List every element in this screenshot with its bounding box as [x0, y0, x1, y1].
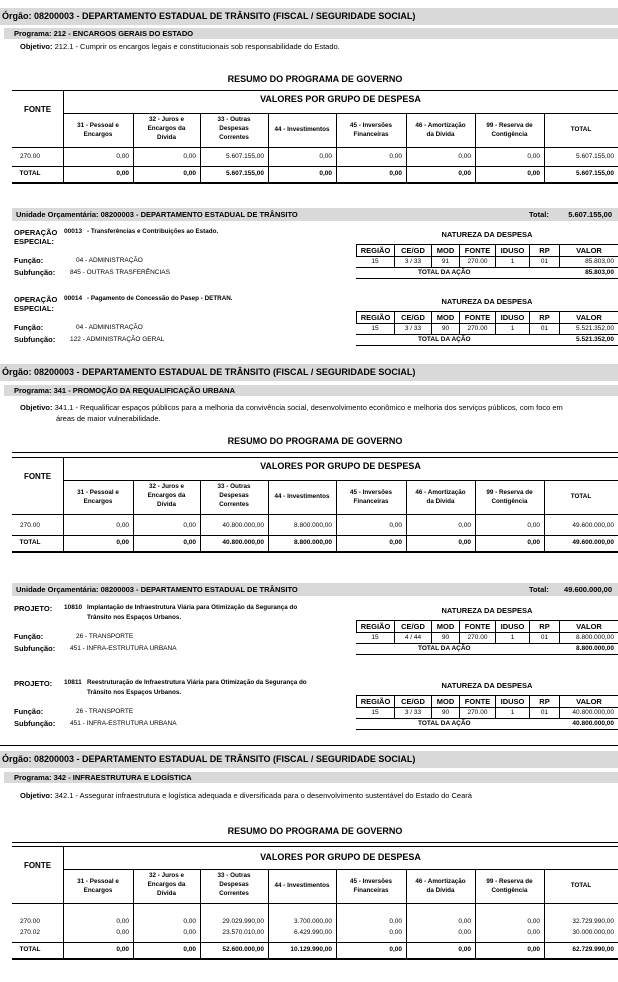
natureza-value: 5.521.352,00	[559, 324, 618, 334]
projeto-label: PROJETO:	[14, 679, 53, 688]
divider	[12, 182, 618, 184]
total-value: 0,00	[389, 170, 402, 177]
column-header-c46: 46 - Amortização da Dívida	[415, 122, 466, 138]
natureza-table	[356, 620, 618, 643]
objetivo-text: 342.1 - Assegurar infraestrutura e logística adequada e diversificada para o desenvolvimento sustentável do Estado do Ceará	[54, 791, 472, 800]
resumo-title: RESUMO DO PROGRAMA DE GOVERNO	[12, 826, 618, 843]
column-header-c99: 99 - Reserva de Contigência	[486, 878, 533, 894]
total-value: 0,00	[527, 539, 540, 546]
cell-value: 0,00	[458, 153, 471, 160]
funcao-label: Função:	[14, 323, 44, 332]
column-header-c44: 44 - Investimentos	[274, 126, 330, 133]
natureza-value: 90	[431, 708, 459, 718]
column-header-c46: 46 - Amortização da Dívida	[415, 489, 466, 505]
natureza-title: NATUREZA DA DESPESA	[441, 606, 533, 615]
column-header-cegd: CE/GD	[394, 244, 432, 257]
total-acao-label: TOTAL DA AÇÃO	[418, 645, 471, 652]
natureza-value: 85.803,00	[559, 257, 618, 267]
column-header-c31: 31 - Pessoal e Encargos	[77, 878, 119, 894]
cell-value: 30.000.000,00	[572, 929, 614, 936]
cell-value: 0,00	[389, 929, 402, 936]
column-header-total: TOTAL	[570, 126, 592, 133]
cell-value: 0,00	[389, 153, 402, 160]
cell-value: 29.029.990,00	[222, 918, 264, 925]
total-value: 0,00	[458, 539, 471, 546]
uo-total-label: Total:	[529, 210, 549, 219]
column-header-regiao: REGIÃO	[356, 695, 395, 708]
projeto-label: PROJETO:	[14, 604, 53, 613]
acao-title: Reestruturação de Infraestrutura Viária para Otimização da Segurança do	[87, 679, 307, 686]
total-value: 0,00	[458, 946, 471, 953]
cell-value: 0,00	[183, 522, 196, 529]
column-header-rp: RP	[529, 244, 560, 257]
programa-header: Programa: 341 - PROMOÇÃO DA REQUALIFICAÇÃO URBANA	[4, 385, 618, 396]
natureza-value: 01	[529, 708, 559, 718]
total-acao-value: 85.803,00	[585, 269, 614, 276]
natureza-title: NATUREZA DA DESPESA	[441, 297, 533, 306]
funcao-value: 04 - ADMINISTRAÇÃO	[76, 257, 143, 264]
column-header-valor: VALOR	[559, 311, 618, 324]
resumo-title: RESUMO DO PROGRAMA DE GOVERNO	[12, 74, 618, 91]
cell-value: 32.729.990,00	[572, 918, 614, 925]
column-header-total: TOTAL	[570, 493, 592, 500]
acao-code: 00014	[64, 295, 83, 302]
column-header-fonte2: FONTE	[459, 244, 496, 257]
natureza-table	[356, 311, 618, 334]
total-acao-label: TOTAL DA AÇÃO	[418, 720, 471, 727]
orgao-header: Órgão: 08200003 - DEPARTAMENTO ESTADUAL DE TRÂNSITO (FISCAL / SEGURIDADE SOCIAL)	[0, 364, 618, 381]
acao-code: 10811	[64, 679, 82, 686]
column-header-c32: 32 - Juros e Encargos da Dívida	[147, 116, 186, 141]
natureza-value: 270.00	[459, 257, 495, 267]
objetivo	[20, 41, 610, 52]
column-header-c33: 33 - Outras Despesas Correntes	[217, 872, 251, 897]
objetivo-label: Objetivo:	[20, 403, 53, 412]
programa-header: Programa: 212 - ENCARGOS GERAIS DO ESTADO	[4, 28, 618, 39]
total-value: 0,00	[319, 170, 332, 177]
cell-value: 0,00	[527, 153, 540, 160]
acao-code: 00013	[64, 228, 83, 235]
natureza-value: 270.00	[459, 324, 495, 334]
column-header-fonte2: FONTE	[459, 311, 496, 324]
objetivo	[20, 402, 610, 424]
objetivo-text-2: áreas de maior vulnerabilidade.	[56, 414, 161, 423]
total-value: 0,00	[527, 170, 540, 177]
operacao-especial-label: OPERAÇÃO ESPECIAL:	[14, 228, 58, 246]
acao-title: Implantação de Infraestrutura Viária para Otimização da Segurança do	[87, 604, 298, 611]
programa-header: Programa: 342 - INFRAESTRUTURA E LOGÍSTICA	[4, 772, 618, 783]
funcao-label: Função:	[14, 632, 44, 641]
cell-value: 0,00	[183, 153, 196, 160]
subfuncao-value: 451 - INFRA-ESTRUTURA URBANA	[70, 645, 177, 652]
natureza-title: NATUREZA DA DESPESA	[441, 230, 533, 239]
natureza-value: 91	[431, 257, 459, 267]
total-value: 0,00	[116, 539, 129, 546]
total-value: 49.600.000,00	[572, 539, 614, 546]
column-header-rp: RP	[529, 695, 560, 708]
unidade-orcamentaria-bar	[12, 583, 618, 596]
total-acao-label: TOTAL DA AÇÃO	[418, 336, 471, 343]
divider	[12, 903, 618, 904]
cell-value: 0,00	[458, 522, 471, 529]
acao-title-2: Trânsito nos Espaços Urbanos.	[87, 689, 182, 696]
natureza-table	[356, 695, 618, 718]
total-acao-value: 8.800.000,00	[576, 645, 614, 652]
cell-value: 0,00	[116, 153, 129, 160]
cell-value: 0,00	[458, 929, 471, 936]
valores-subtitle: VALORES POR GRUPO DE DESPESA	[260, 94, 421, 104]
fonte-header: FONTE	[23, 105, 52, 114]
total-value: 0,00	[389, 539, 402, 546]
cell-value: 0,00	[319, 153, 332, 160]
column-header-c44: 44 - Investimentos	[274, 882, 330, 889]
subfuncao-value: 451 - INFRA-ESTRUTURA URBANA	[70, 720, 177, 727]
column-header-fonte2: FONTE	[459, 620, 496, 633]
total-da-acao	[356, 643, 618, 655]
total-value: 10.129.990,00	[290, 946, 332, 953]
natureza-value: 1	[495, 324, 529, 334]
fonte-code: 270.00	[20, 522, 40, 529]
funcao-value: 26 - TRANSPORTE	[76, 633, 134, 640]
total-label: TOTAL	[19, 170, 41, 177]
column-header-c45: 45 - Inversões Financeiras	[349, 122, 392, 138]
total-value: 0,00	[183, 946, 196, 953]
natureza-value: 15	[371, 258, 379, 265]
divider	[12, 514, 618, 515]
total-value: 52.600.000,00	[222, 946, 264, 953]
total-value: 0,00	[116, 170, 129, 177]
cell-value: 23.570.010,00	[222, 929, 264, 936]
cell-value: 0,00	[527, 929, 540, 936]
divider	[12, 551, 618, 553]
column-header-c46: 46 - Amortização da Dívida	[415, 878, 466, 894]
natureza-value: 15	[371, 325, 379, 332]
total-value: 0,00	[183, 170, 196, 177]
operacao-especial-label: OPERAÇÃO ESPECIAL:	[14, 295, 58, 313]
divider	[12, 166, 618, 167]
total-value: 8.800.000,00	[294, 539, 332, 546]
natureza-title: NATUREZA DA DESPESA	[441, 681, 533, 690]
natureza-table	[356, 244, 618, 267]
column-header-c99: 99 - Reserva de Contigência	[486, 122, 533, 138]
funcao-value: 26 - TRANSPORTE	[76, 708, 134, 715]
subfuncao-label: Subfunção:	[14, 644, 56, 653]
resumo-title: RESUMO DO PROGRAMA DE GOVERNO	[12, 436, 618, 453]
cell-value: 0,00	[116, 522, 129, 529]
unidade-orcamentaria-bar	[12, 208, 618, 221]
column-header-c45: 45 - Inversões Financeiras	[349, 489, 392, 505]
uo-label: Unidade Orçamentária: 08200003 - DEPARTAMENTO ESTADUAL DE TRÂNSITO	[16, 210, 298, 219]
divider	[12, 147, 618, 148]
fonte-code: 270.00	[20, 153, 40, 160]
fonte-code: 270.02	[20, 929, 40, 936]
natureza-value: 4 / 44	[394, 633, 431, 643]
cell-value: 6.429.990,00	[294, 929, 332, 936]
natureza-value: 3 / 33	[394, 708, 431, 718]
uo-label: Unidade Orçamentária: 08200003 - DEPARTAMENTO ESTADUAL DE TRÂNSITO	[16, 585, 298, 594]
cell-value: 0,00	[183, 929, 196, 936]
natureza-value: 15	[371, 634, 379, 641]
column-header-c99: 99 - Reserva de Contigência	[486, 489, 533, 505]
column-header-iduso: IDUSO	[495, 244, 530, 257]
cell-value: 0,00	[527, 522, 540, 529]
column-header-c31: 31 - Pessoal e Encargos	[77, 489, 119, 505]
column-header-mod: MOD	[431, 311, 460, 324]
fonte-header: FONTE	[23, 861, 52, 870]
cell-value: 5.607.155,00	[226, 153, 264, 160]
column-header-iduso: IDUSO	[495, 695, 530, 708]
acao-title: - Pagamento de Concessão do Pasep - DETRAN.	[87, 295, 233, 302]
column-header-fonte2: FONTE	[459, 695, 496, 708]
subfuncao-label: Subfunção:	[14, 719, 56, 728]
divider	[63, 480, 618, 481]
total-da-acao	[356, 718, 618, 730]
total-label: TOTAL	[19, 539, 41, 546]
column-header-cegd: CE/GD	[394, 620, 432, 633]
divider	[12, 535, 618, 536]
total-value: 0,00	[183, 539, 196, 546]
column-header-total: TOTAL	[570, 882, 592, 889]
natureza-value: 15	[371, 709, 379, 716]
total-acao-value: 5.521.352,00	[576, 336, 614, 343]
natureza-value: 1	[495, 257, 529, 267]
objetivo-text: 341.1 - Requalificar espaços públicos para a melhoria da convivência social, desenvolvimento econômico e melhoria dos serviços públicos, com foco em	[54, 403, 563, 412]
natureza-value: 40.800.000,00	[559, 708, 618, 718]
divider	[12, 90, 618, 91]
cell-value: 0,00	[458, 918, 471, 925]
cell-value: 0,00	[389, 522, 402, 529]
valores-subtitle: VALORES POR GRUPO DE DESPESA	[260, 461, 421, 471]
total-value: 5.607.155,00	[226, 170, 264, 177]
cell-value: 0,00	[183, 918, 196, 925]
fonte-code: 270.00	[20, 918, 40, 925]
column-header-c32: 32 - Juros e Encargos da Dívida	[147, 872, 186, 897]
total-value: 5.607.155,00	[576, 170, 614, 177]
cell-value: 0,00	[527, 918, 540, 925]
divider	[0, 745, 618, 746]
acao-title-2: Trânsito nos Espaços Urbanos.	[87, 614, 182, 621]
column-header-iduso: IDUSO	[495, 620, 530, 633]
objetivo-label: Objetivo:	[20, 42, 53, 51]
divider	[12, 942, 618, 943]
natureza-value: 01	[529, 633, 559, 643]
column-header-iduso: IDUSO	[495, 311, 530, 324]
funcao-value: 04 - ADMINISTRAÇÃO	[76, 324, 143, 331]
cell-value: 5.607.155,00	[576, 153, 614, 160]
cell-value: 8.800.000,00	[294, 522, 332, 529]
column-header-regiao: REGIÃO	[356, 244, 395, 257]
natureza-value: 270.00	[459, 708, 495, 718]
uo-total-label: Total:	[529, 585, 549, 594]
total-da-acao	[356, 267, 618, 279]
natureza-value: 8.800.000,00	[559, 633, 618, 643]
divider	[63, 113, 618, 114]
cell-value: 0,00	[116, 929, 129, 936]
natureza-value: 270.00	[459, 633, 495, 643]
uo-total-value: 49.600.000,00	[564, 585, 612, 594]
divider	[63, 869, 618, 870]
uo-total-value: 5.607.155,00	[568, 210, 612, 219]
orgao-header: Órgão: 08200003 - DEPARTAMENTO ESTADUAL DE TRÂNSITO (FISCAL / SEGURIDADE SOCIAL)	[0, 751, 618, 768]
objetivo	[20, 790, 610, 801]
cell-value: 0,00	[116, 918, 129, 925]
column-header-c31: 31 - Pessoal e Encargos	[77, 122, 119, 138]
column-header-mod: MOD	[431, 695, 460, 708]
funcao-label: Função:	[14, 707, 44, 716]
total-value: 0,00	[116, 946, 129, 953]
cell-value: 3.700.000,00	[294, 918, 332, 925]
cell-value: 40.800.000,00	[222, 522, 264, 529]
natureza-value: 01	[529, 257, 559, 267]
column-header-rp: RP	[529, 620, 560, 633]
funcao-label: Função:	[14, 256, 44, 265]
total-acao-value: 40.800.000,00	[572, 720, 614, 727]
total-value: 0,00	[389, 946, 402, 953]
natureza-value: 90	[431, 324, 459, 334]
column-header-cegd: CE/GD	[394, 695, 432, 708]
divider	[12, 846, 618, 847]
subfuncao-value: 122 - ADMINISTRAÇÃO GERAL	[70, 336, 165, 343]
natureza-value: 01	[529, 324, 559, 334]
subfuncao-value: 845 - OUTRAS TRASFERÊNCIAS	[70, 269, 170, 276]
column-header-valor: VALOR	[559, 244, 618, 257]
cell-value: 49.600.000,00	[572, 522, 614, 529]
column-header-regiao: REGIÃO	[356, 620, 395, 633]
natureza-value: 3 / 33	[394, 324, 431, 334]
column-header-c32: 32 - Juros e Encargos da Dívida	[147, 483, 186, 508]
total-value: 62.729.990,00	[572, 946, 614, 953]
column-header-rp: RP	[529, 311, 560, 324]
column-header-c44: 44 - Investimentos	[274, 493, 330, 500]
column-header-cegd: CE/GD	[394, 311, 432, 324]
cell-value: 0,00	[389, 918, 402, 925]
total-label: TOTAL	[19, 946, 41, 953]
column-header-mod: MOD	[431, 244, 460, 257]
subfuncao-label: Subfunção:	[14, 335, 56, 344]
column-header-c45: 45 - Inversões Financeiras	[349, 878, 392, 894]
total-value: 0,00	[527, 946, 540, 953]
objetivo-label: Objetivo:	[20, 791, 53, 800]
natureza-value: 1	[495, 708, 529, 718]
column-header-mod: MOD	[431, 620, 460, 633]
divider	[12, 457, 618, 458]
valores-subtitle: VALORES POR GRUPO DE DESPESA	[260, 852, 421, 862]
acao-title: - Transferências e Contribuições ao Estado.	[87, 228, 219, 235]
natureza-value: 1	[495, 633, 529, 643]
total-acao-label: TOTAL DA AÇÃO	[418, 269, 471, 276]
total-da-acao	[356, 334, 618, 346]
natureza-value: 3 / 33	[394, 257, 431, 267]
column-header-c33: 33 - Outras Despesas Correntes	[217, 116, 251, 141]
column-header-regiao: REGIÃO	[356, 311, 395, 324]
column-header-c33: 33 - Outras Despesas Correntes	[217, 483, 251, 508]
orgao-header: Órgão: 08200003 - DEPARTAMENTO ESTADUAL DE TRÂNSITO (FISCAL / SEGURIDADE SOCIAL)	[0, 8, 618, 25]
acao-code: 10810	[64, 604, 83, 611]
divider	[12, 958, 618, 960]
fonte-header: FONTE	[23, 472, 52, 481]
total-value: 0,00	[458, 170, 471, 177]
column-header-valor: VALOR	[559, 620, 618, 633]
total-value: 40.800.000,00	[222, 539, 264, 546]
column-header-valor: VALOR	[559, 695, 618, 708]
natureza-value: 90	[431, 633, 459, 643]
subfuncao-label: Subfunção:	[14, 268, 56, 277]
objetivo-text: 212.1 - Cumprir os encargos legais e constitucionais sob responsabilidade do Estado.	[54, 42, 340, 51]
